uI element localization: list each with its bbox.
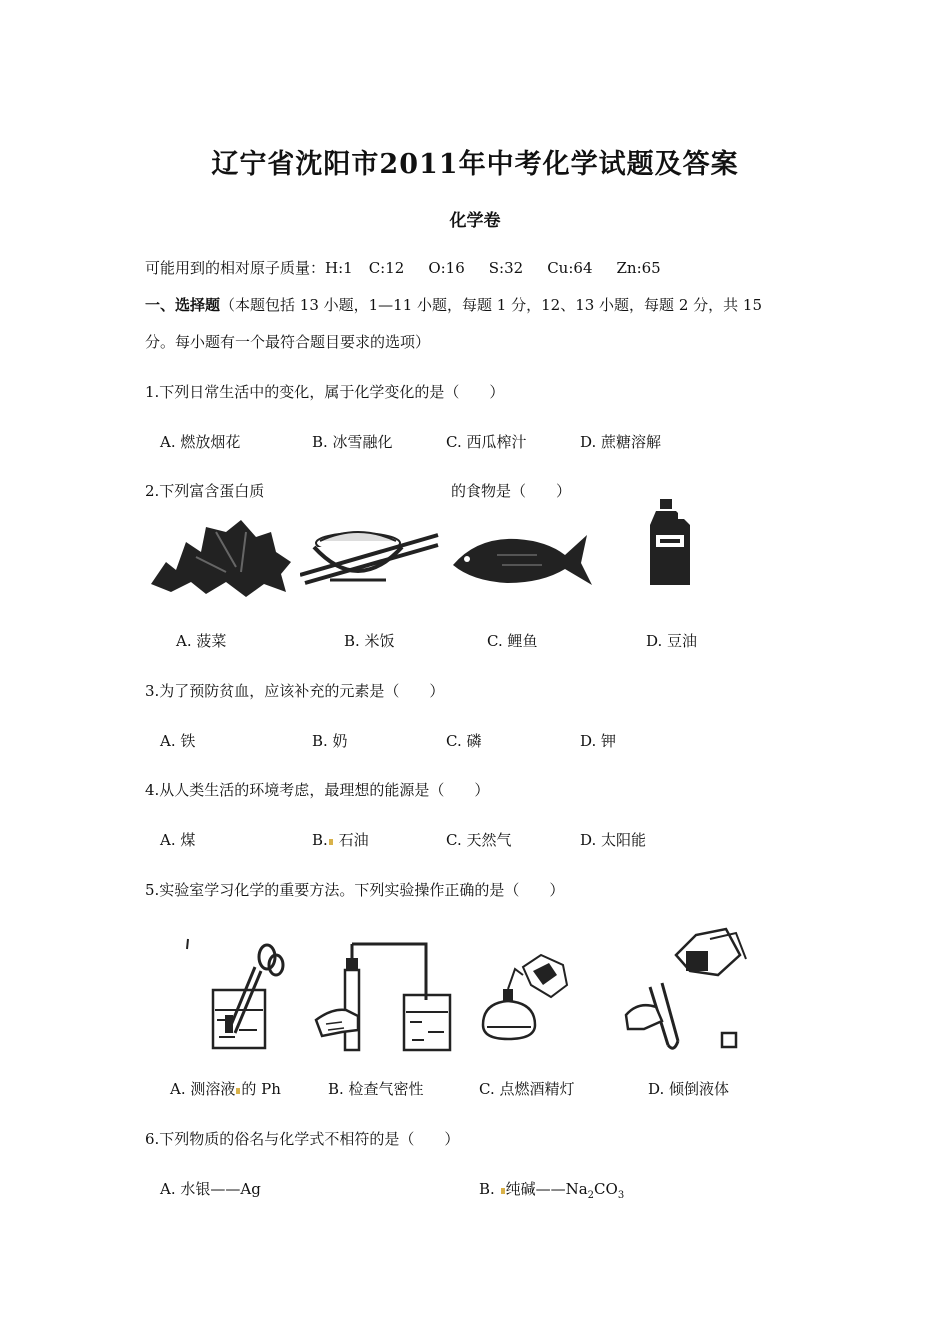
q5-option-a-suffix: 的 Ph: [241, 1080, 281, 1098]
atomic-mass-h: H:1: [325, 259, 353, 277]
question-1-stem: 1.下列日常生活中的变化，属于化学变化的是（ ）: [145, 383, 505, 401]
q5-option-a: [170, 1078, 281, 1099]
spinach-image: [146, 512, 296, 602]
q2-option-b: B. 米饭: [344, 632, 395, 650]
section-heading-line: [145, 294, 762, 315]
question-2-stem-part1: 2.下列富含蛋白质: [145, 482, 265, 500]
rice-bowl-image: [300, 505, 440, 590]
q2-option-c: C. 鲤鱼: [487, 632, 538, 650]
q2-option-a: A. 菠菜: [176, 632, 227, 650]
q1-option-d: D. 蔗糖溶解: [580, 433, 662, 451]
q5-option-c: C. 点燃酒精灯: [479, 1080, 575, 1098]
q2-option-d: D. 豆油: [646, 632, 698, 650]
atomic-mass-s: S:32: [488, 259, 524, 277]
alcohol-lamp-image: [463, 945, 583, 1045]
q3-option-a: A. 铁: [160, 732, 196, 750]
stray-mark-3: [501, 1188, 505, 1194]
q6-option-b: [479, 1178, 624, 1201]
q6-option-a: A. 水银——Ag: [160, 1180, 261, 1198]
ph-test-image: [183, 935, 303, 1055]
atomic-masses-line: [145, 257, 661, 278]
atomic-mass-o: O:16: [428, 259, 465, 277]
q4-option-c: C. 天然气: [446, 831, 512, 849]
q3-option-b: B. 奶: [312, 732, 348, 750]
q6-option-b-text: 纯碱——Na: [505, 1180, 588, 1198]
q5-option-b: B. 检查气密性: [328, 1080, 424, 1098]
q4-option-b-text: 石油: [338, 831, 369, 849]
q3-option-d: D. 钾: [580, 732, 617, 750]
q6-option-b-letter: B.: [479, 1180, 495, 1198]
q4-option-a: A. 煤: [160, 831, 196, 849]
stray-mark: [329, 839, 333, 845]
q5-option-d: D. 倾倒液体: [648, 1080, 730, 1098]
section-description-2: 分。每小题有一个最符合题目要求的选项）: [145, 333, 431, 351]
q6-option-b-sub1: 2: [587, 1190, 595, 1201]
q6-option-b-mid: CO: [594, 1180, 618, 1198]
stray-mark-2: [236, 1088, 240, 1094]
q3-option-c: C. 磷: [446, 732, 482, 750]
carp-fish-image: [447, 525, 595, 590]
atomic-mass-zn: Zn:65: [616, 259, 661, 277]
page-title: 辽宁省沈阳市2011年中考化学试题及答案: [211, 149, 739, 180]
q6-option-b-sub2: 3: [617, 1190, 625, 1201]
q5-option-a-text: A. 测溶液: [170, 1080, 236, 1098]
question-6-stem: 6.下列物质的俗名与化学式不相符的是（ ）: [145, 1130, 460, 1148]
question-3-stem: 3.为了预防贫血，应该补充的元素是（ ）: [145, 682, 445, 700]
section-heading: 一、选择题: [145, 296, 221, 314]
section-description-1: （本题包括 13 小题，1—11 小题，每题 1 分，12、13 小题，每题 2 分，共 15: [220, 296, 762, 314]
q1-option-a: A. 燃放烟花: [160, 433, 241, 451]
q1-option-c: C. 西瓜榨汁: [446, 433, 527, 451]
page-subtitle: 化学卷: [449, 211, 501, 231]
q4-option-b: [312, 829, 369, 850]
atomic-mass-cu: Cu:64: [547, 259, 593, 277]
q4-option-d: D. 太阳能: [580, 831, 647, 849]
airtightness-check-image: [312, 940, 457, 1055]
q1-option-b: B. 冰雪融化: [312, 433, 393, 451]
question-5-stem: 5.实验室学习化学的重要方法。下列实验操作正确的是（ ）: [145, 881, 565, 899]
q4-option-b-letter: B.: [312, 831, 328, 849]
atomic-mass-c: C:12: [368, 259, 405, 277]
question-4-stem: 4.从人类生活的环境考虑，最理想的能源是（ ）: [145, 781, 490, 799]
question-2-stem-part2: 的食物是（ ）: [451, 482, 572, 500]
pour-liquid-image: [618, 925, 753, 1055]
soy-oil-bottle-image: [646, 497, 694, 589]
atomic-masses-label: 可能用到的相对原子质量：: [145, 259, 326, 277]
